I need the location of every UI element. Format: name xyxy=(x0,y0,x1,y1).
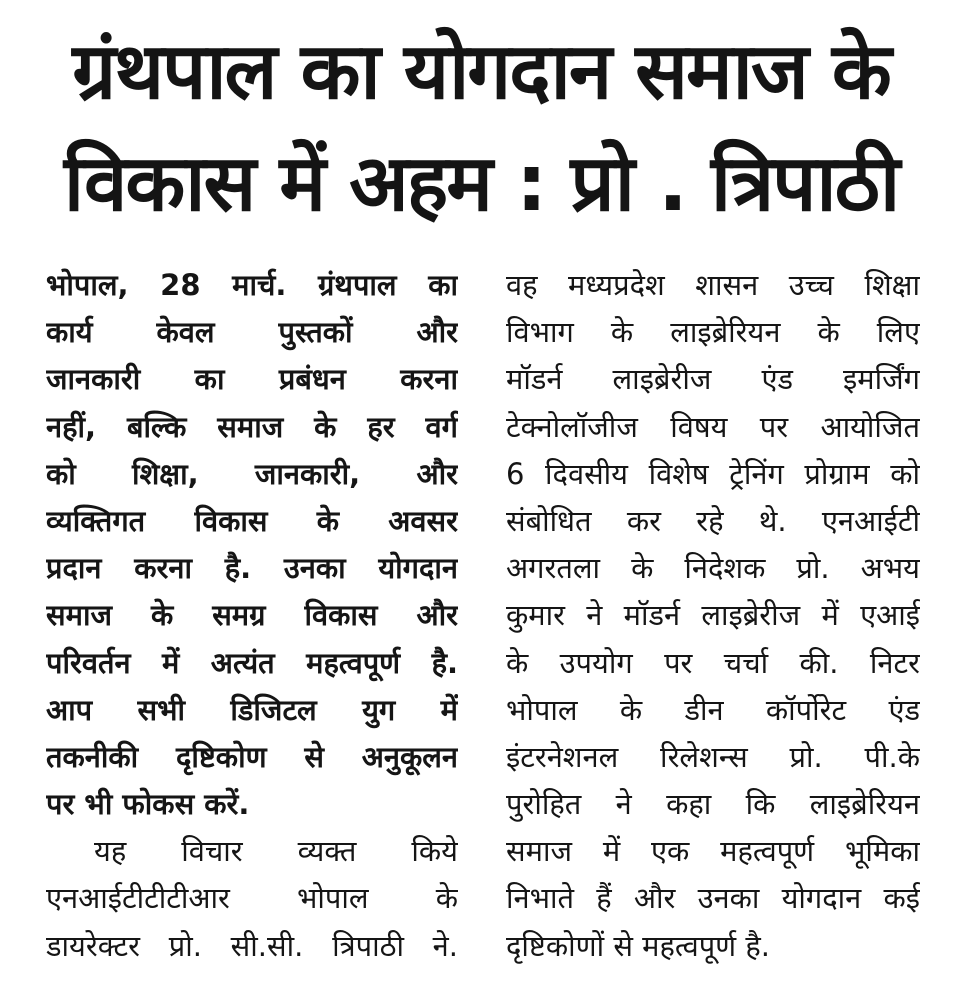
right-line-12: पुरोहित ने कहा कि लाइब्रेरियन xyxy=(506,787,920,822)
right-line-14: निभाते हैं और उनका योगदान कई xyxy=(506,881,920,916)
left-line-13: यह विचार व्यक्त किये xyxy=(94,834,458,869)
left-column xyxy=(46,262,458,970)
right-line-11: इंटरनेशनल रिलेशन्स प्रो. पी.के xyxy=(506,739,920,774)
left-line-2: कार्य केवल पुस्तकों और xyxy=(46,315,458,350)
right-line-5: 6 दिवसीय विशेष ट्रेनिंग प्रोग्राम को xyxy=(506,456,920,491)
left-line-11: तकनीकी दृष्टिकोण से अनुकूलन xyxy=(46,739,458,774)
left-line-6: व्यक्तिगत विकास के अवसर xyxy=(46,503,458,538)
left-line-8: समाज के समग्र विकास और xyxy=(46,598,458,633)
left-line-5: को शिक्षा, जानकारी, और xyxy=(46,456,458,491)
right-line-8: कुमार ने मॉडर्न लाइब्रेरीज में एआई xyxy=(506,598,920,633)
left-line-1: भोपाल, 28 मार्च. ग्रंथपाल का xyxy=(46,268,458,302)
article-headline xyxy=(20,16,942,240)
right-line-13: समाज में एक महत्वपूर्ण भूमिका xyxy=(506,834,920,869)
left-line-7: प्रदान करना है. उनका योगदान xyxy=(46,551,458,586)
left-line-9: परिवर्तन में अत्यंत महत्वपूर्ण है. xyxy=(46,645,458,680)
right-line-3: मॉडर्न लाइब्रेरीज एंड इमर्जिंग xyxy=(506,362,920,397)
left-line-14: एनआईटीटीटीआर भोपाल के xyxy=(46,881,458,916)
right-line-2: विभाग के लाइब्रेरियन के लिए xyxy=(506,315,920,350)
headline-line-2: विकास में अहम : प्रो . त्रिपाठी xyxy=(63,139,899,229)
left-line-3: जानकारी का प्रबंधन करना xyxy=(46,362,458,397)
right-line-7: अगरतला के निदेशक प्रो. अभय xyxy=(506,551,920,586)
left-line-10: आप सभी डिजिटल युग में xyxy=(46,692,458,727)
right-line-9: के उपयोग पर चर्चा की. निटर xyxy=(506,645,920,680)
headline-line-1: ग्रंथपाल का योगदान समाज के xyxy=(72,27,890,117)
right-line-1: वह मध्यप्रदेश शासन उच्च शिक्षा xyxy=(506,268,920,302)
right-line-15: दृष्टिकोणों से महत्वपूर्ण है. xyxy=(506,928,770,963)
right-line-6: संबोधित कर रहे थे. एनआईटी xyxy=(506,503,920,538)
right-line-10: भोपाल के डीन कॉर्पोरेट एंड xyxy=(506,692,920,727)
left-line-15: डायरेक्टर प्रो. सी.सी. त्रिपाठी ने. xyxy=(46,928,458,963)
right-line-4: टेक्नोलॉजीज विषय पर आयोजित xyxy=(506,409,920,444)
right-column xyxy=(506,262,920,970)
left-line-4: नहीं, बल्कि समाज के हर वर्ग xyxy=(46,409,458,444)
left-line-12: पर भी फोकस करें. xyxy=(46,787,250,822)
